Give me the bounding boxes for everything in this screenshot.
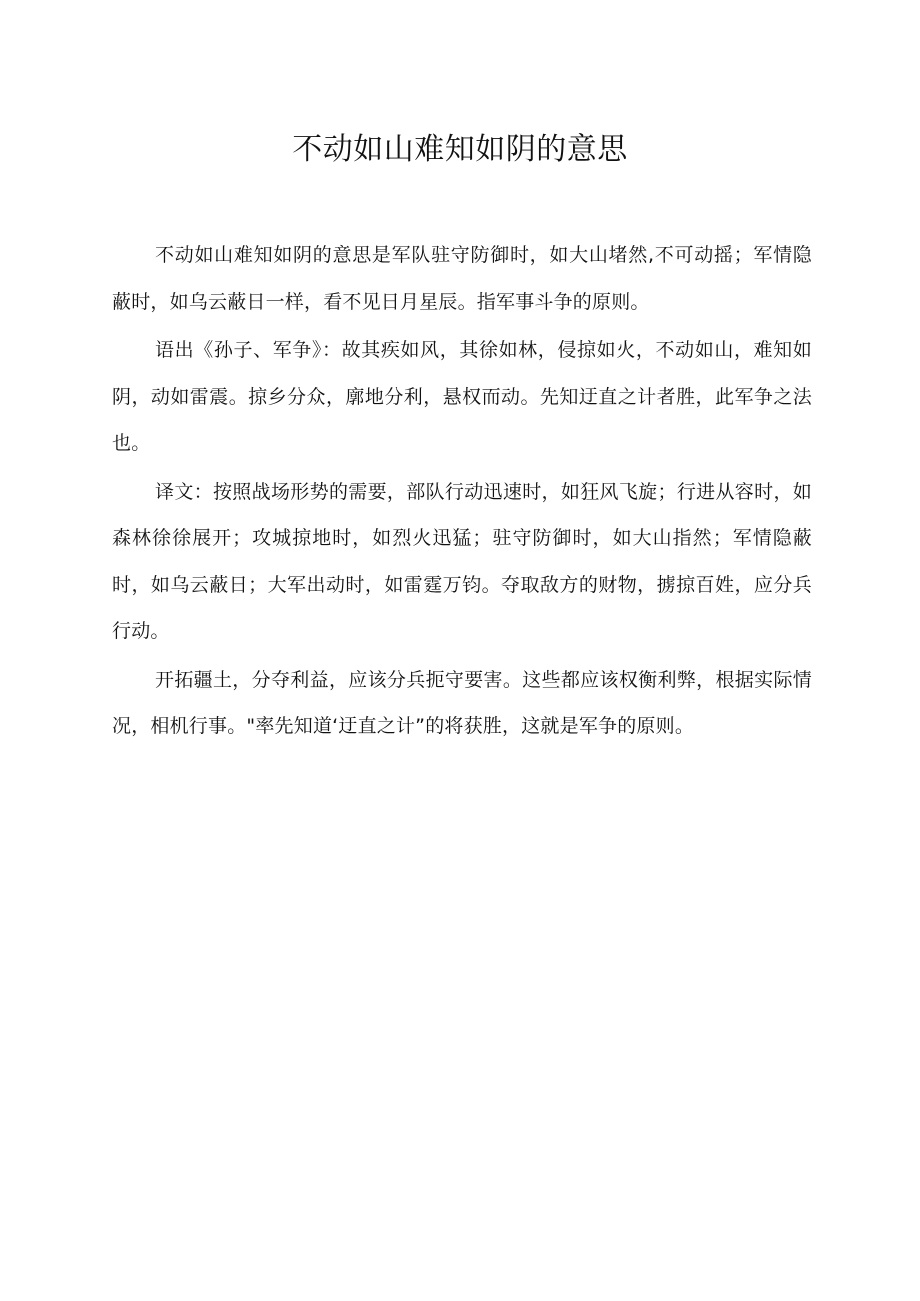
document-body (112, 232, 812, 752)
paragraph-meaning: 不动如山难知如阴的意思是军队驻守防御时，如大山堵然,不可动摇；军情隐蔽时，如乌云蔽日一样，看不见日月星辰。指军事斗争的原则。 (112, 244, 812, 313)
paragraph-conclusion: 开拓疆土，分夺利益，应该分兵扼守要害。这些都应该权衡利弊，根据实际情况，相机行事。"率先知道‘迂直之计”的将获胜，这就是军争的原则。 (112, 668, 812, 737)
paragraph-translation: 译文：按照战场形势的需要，部队行动迅速时，如狂风飞旋；行进从容时，如森林徐徐展开；攻城掠地时，如烈火迅猛；驻守防御时，如大山指然；军情隐蔽时，如乌云蔽日；大军出动时，如雷霆万钧。夺取敌方的财物，掳掠百姓，应分兵行动。 (112, 480, 812, 642)
paragraph-source-quote: 语出《孙子、军争》：故其疾如风，其徐如林，侵掠如火，不动如山，难知如阴，动如雷震。掠乡分众，廓地分利，悬权而动。先知迂直之计者胜，此军争之法也。 (112, 339, 812, 454)
document-title: 不动如山难知如阴的意思 (292, 132, 628, 167)
